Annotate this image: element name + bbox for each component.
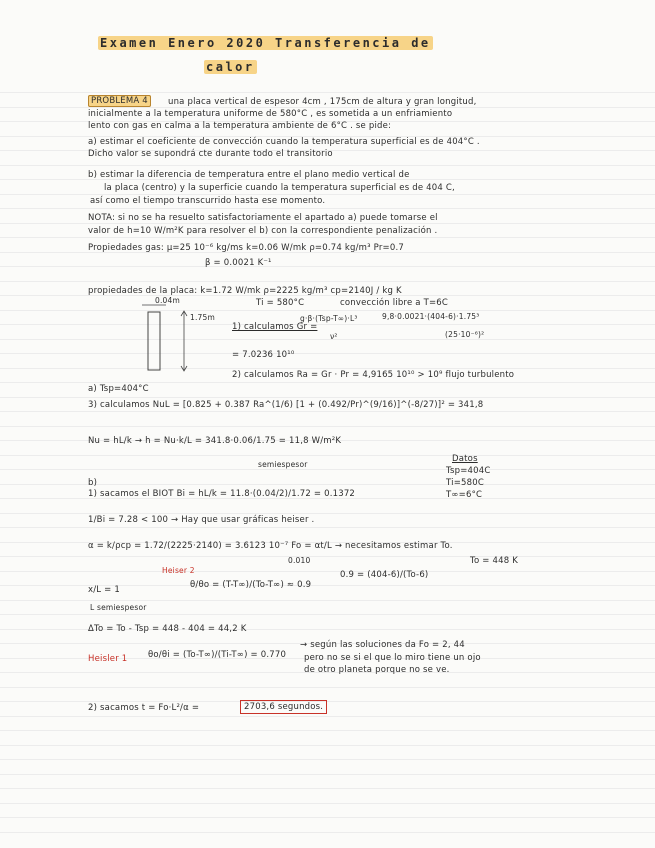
problem-statement-1: una placa vertical de espesor 4cm , 175cm de altura y gran longitud, <box>168 97 477 107</box>
comment-3: de otro planeta porque no se ve. <box>304 665 450 675</box>
grashof-result: = 7.0236 10¹⁰ <box>232 350 295 360</box>
rayleigh-step: 2) calculamos Ra = Gr · Pr = 4,9165 10¹⁰ > 10⁹ flujo turbulento <box>232 370 515 380</box>
alpha-step: α = k/ρcp = 1.72/(2225·2140) = 3.6123 10⁻⁷ Fo = αt/L → necesitamos estimar To. <box>88 541 453 551</box>
final-equation: 2) sacamos t = Fo·L²/α = <box>88 703 200 713</box>
part-a-2: Dicho valor se supondrá cte durante todo el transitorio <box>88 149 333 159</box>
theta-1: θo/θi = (To-T∞)/(Ti-T∞) = 0.770 <box>148 650 287 660</box>
final-result: 2703,6 segundos. <box>240 700 327 714</box>
inverse-biot: 1/Bi = 7.28 < 100 → Hay que usar gráficas heiser . <box>88 515 315 525</box>
theta-equation: 0.9 = (404-6)/(To-6) <box>340 570 429 580</box>
biot-step: 1) sacamos el BIOT Bi = hL/k = 11.8·(0.04/2)/1.72 = 0.1372 <box>88 489 356 499</box>
semiespesor-label: L semiespesor <box>90 603 147 612</box>
problem-statement-3: lento con gas en calma a la temperatura ambiente de 6°C . se pide: <box>88 121 392 131</box>
gas-beta: β = 0.0021 K⁻¹ <box>205 258 272 268</box>
part-a-1: a) estimar el coeficiente de convección cuando la temperatura superficial es de 404°C . <box>88 137 480 147</box>
x-ratio: x/L = 1 <box>88 585 120 595</box>
datos-title: Datos <box>452 454 478 464</box>
heisler-1-label: Heisler 1 <box>88 654 128 664</box>
sketch-initial-temp: Ti = 580°C <box>256 298 305 308</box>
b-label: b) <box>88 478 98 488</box>
nusselt-step: 3) calculamos NuL = [0.825 + 0.387 Ra^(1/6) [1 + (0.492/Pr)^(9/16)]^(-8/27)]² = 341,8 <box>88 400 484 410</box>
grashof-left-num: g·β·(Tsp-T∞)·L³ <box>300 314 358 323</box>
nota-1: NOTA: si no se ha resuelto satisfactoriamente el apartado a) puede tomarse el <box>88 213 438 223</box>
a-given-temp: a) Tsp=404°C <box>88 384 149 394</box>
part-b-1: b) estimar la diferencia de temperatura entre el plano medio vertical de <box>88 170 410 180</box>
grashof-right-den: (25·10⁻⁶)² <box>445 330 485 339</box>
problem-statement-2: inicialmente a la temperatura uniforme de 580°C , es sometida a un enfriamiento <box>88 109 453 119</box>
comment-2: pero no se si el que lo miro tiene un ojo <box>304 653 481 663</box>
to-result: To = 448 K <box>470 556 518 566</box>
comment-1: → según las soluciones da Fo = 2, 44 <box>300 640 465 650</box>
grashof-right-num: 9,8·0.0021·(404-6)·1.75³ <box>382 312 480 321</box>
sketch-width: 0.04m <box>155 296 181 305</box>
plate-properties: propiedades de la placa: k=1.72 W/mk ρ=2225 kg/m³ cp=2140J / kg K <box>88 286 402 296</box>
h-equation: Nu = hL/k → h = Nu·k/L = 341.8·0.06/1.75 = 11,8 W/m²K <box>88 436 342 446</box>
page-title-line2: calor <box>206 60 255 74</box>
theta-ratio: θ/θo = (T-T∞)/(To-T∞) ≈ 0.9 <box>190 580 312 590</box>
grashof-left-den: ν² <box>330 332 338 341</box>
sketch-convection: convección libre a T=6C <box>340 298 449 308</box>
datos-tsp: Tsp=404C <box>446 466 491 476</box>
delta-to: ΔTo = To - Tsp = 448 - 404 = 44,2 K <box>88 624 247 634</box>
part-b-2: la placa (centro) y la superficie cuando la temperatura superficial es de 404 C, <box>104 183 455 193</box>
heiser-2-label: Heiser 2 <box>162 566 195 575</box>
sketch-height: 1.75m <box>190 313 216 322</box>
fo-small: 0.010 <box>288 556 311 565</box>
datos-tinf: T∞=6°C <box>446 490 483 500</box>
page-title: Examen Enero 2020 Transferencia de <box>100 36 431 50</box>
nota-2: valor de h=10 W/m²K para resolver el b) con la correspondiente penalización . <box>88 226 438 236</box>
part-b-3: así como el tiempo transcurrido hasta ese momento. <box>90 196 326 206</box>
problem-label: PROBLEMA 4 <box>88 96 151 106</box>
datos-ti: Ti=580C <box>446 478 484 488</box>
semiespesor-note: semiespesor <box>258 460 308 469</box>
grashof-label: 1) calculamos Gr = <box>232 322 318 332</box>
gas-properties: Propiedades gas: μ=25 10⁻⁶ kg/ms k=0.06 W/mk ρ=0.74 kg/m³ Pr=0.7 <box>88 243 404 253</box>
